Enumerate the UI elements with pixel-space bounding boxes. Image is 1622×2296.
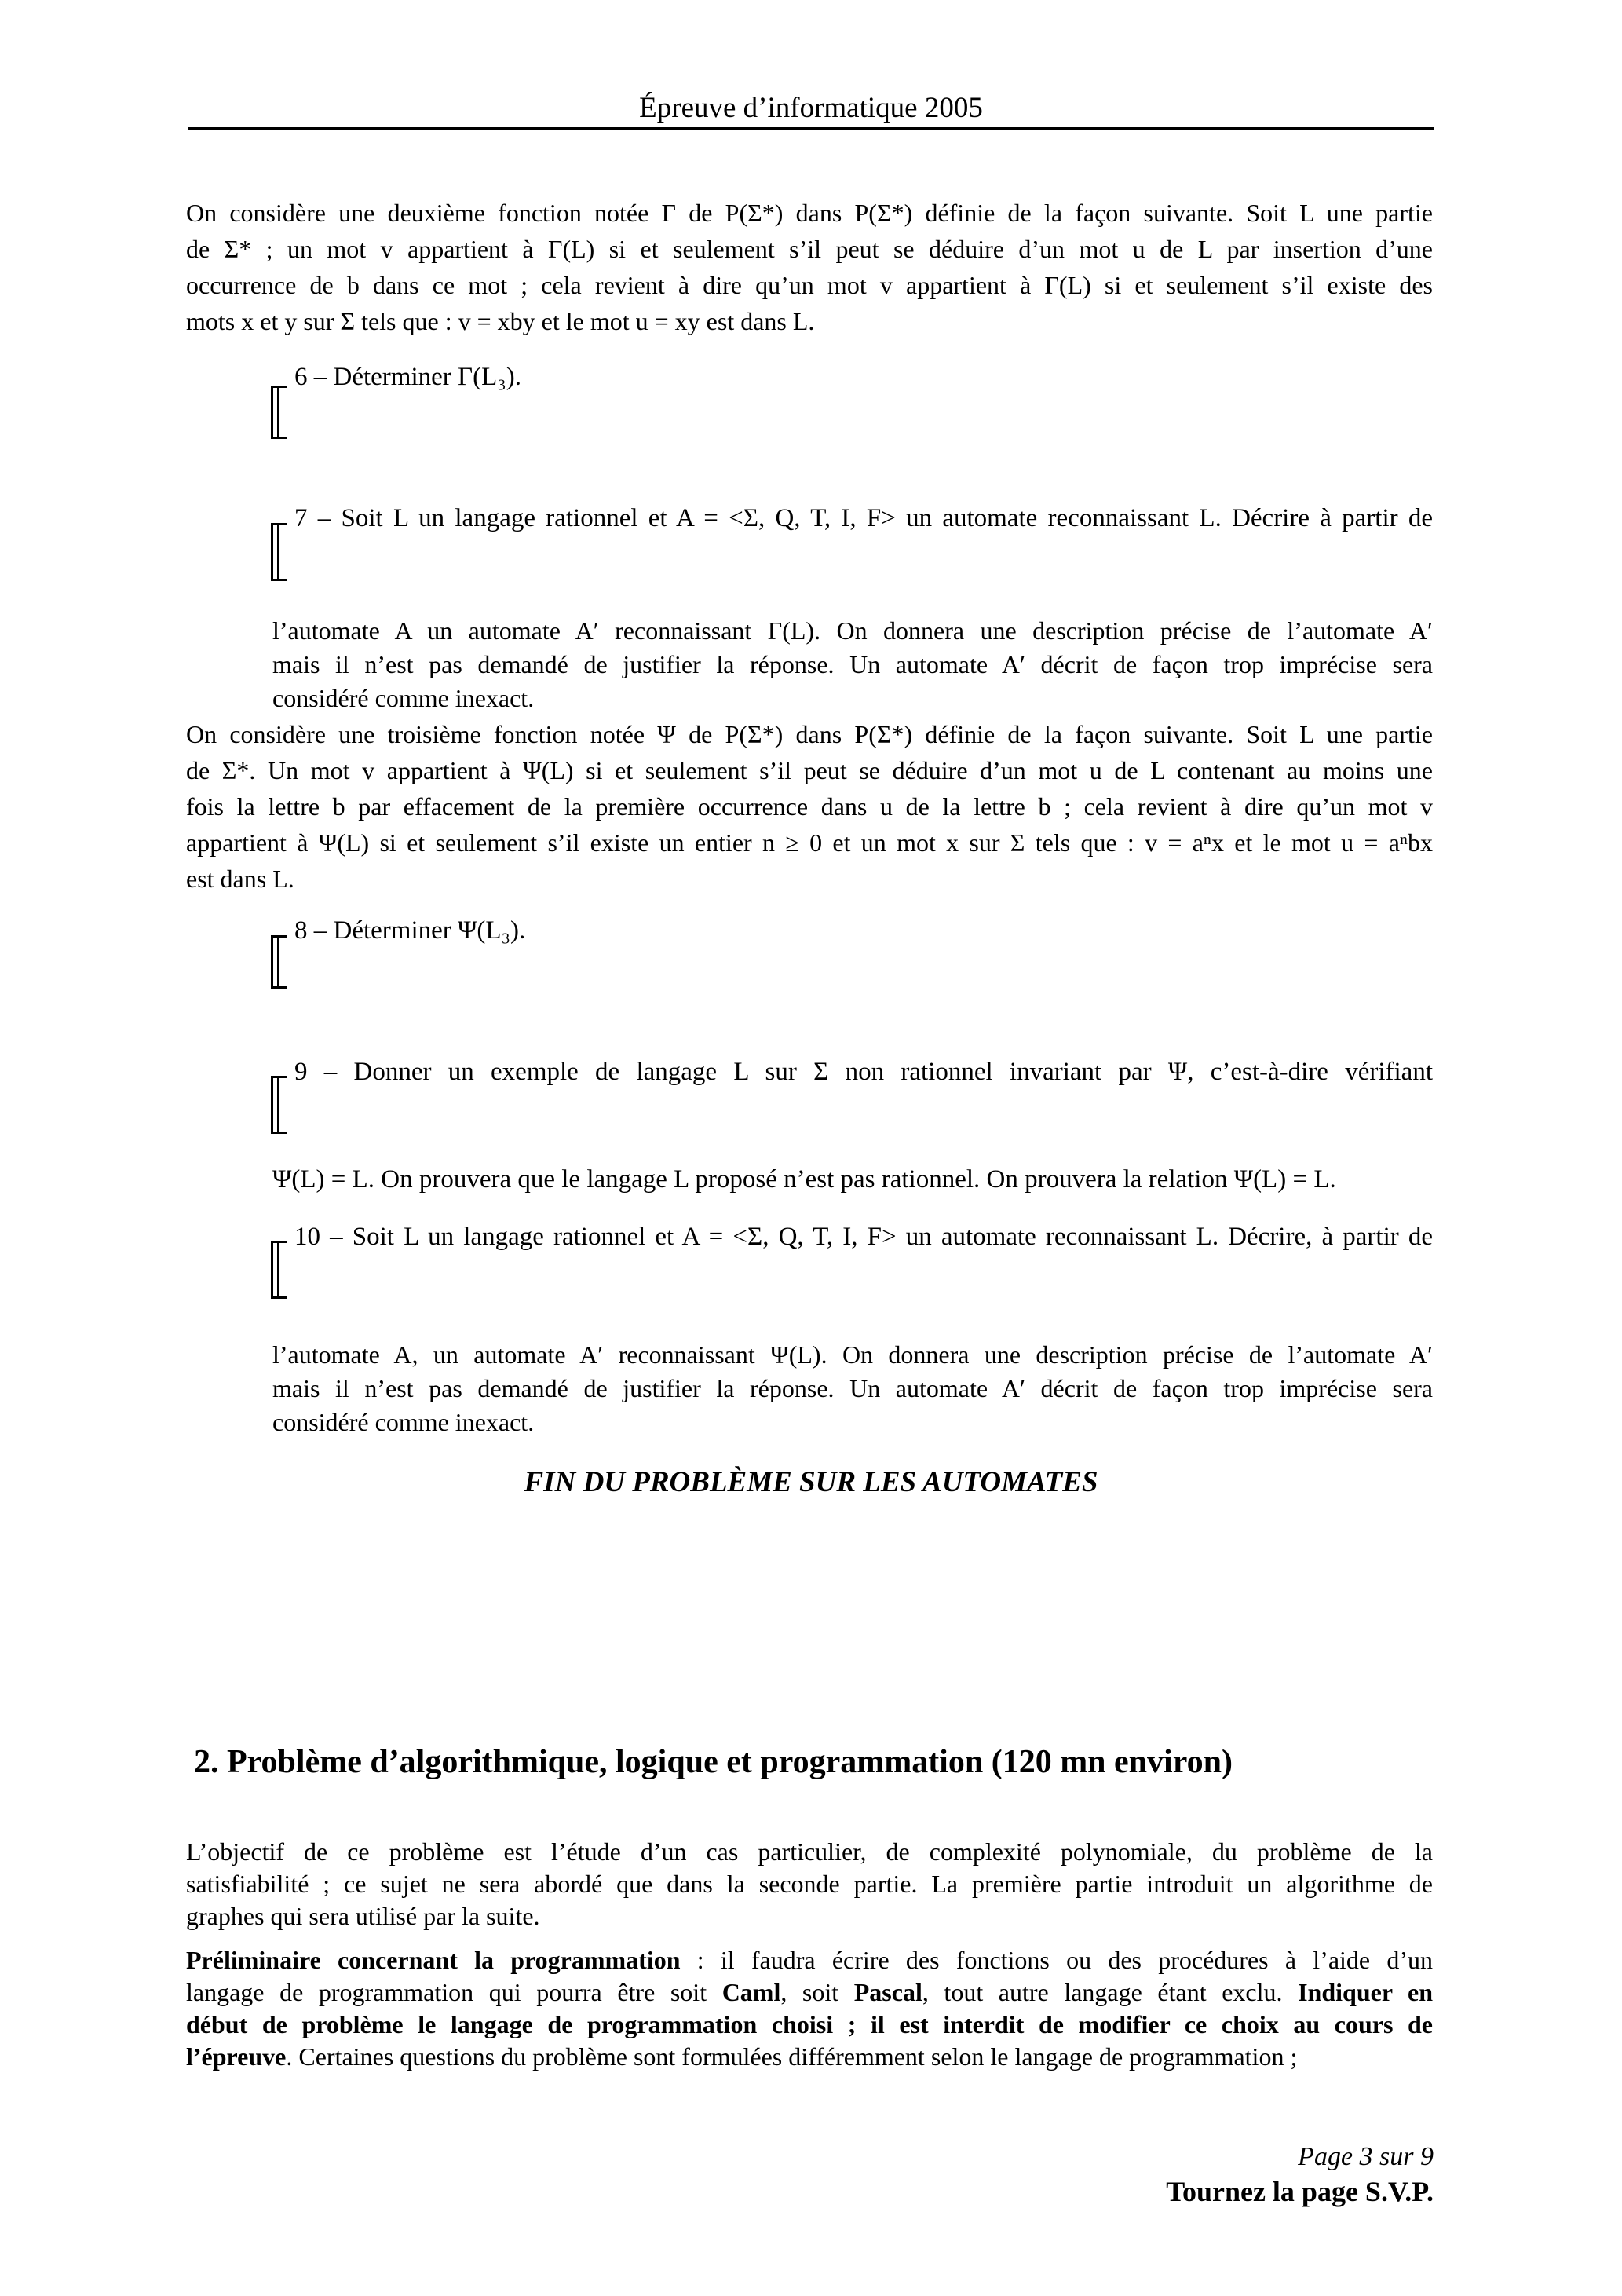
question-10-continuation <box>272 1338 1433 1439</box>
text-segment: début de problème le langage de programmation choisi ; il est interdit de modifier ce choix au cours de <box>186 2010 1433 2038</box>
header-rule <box>188 127 1434 130</box>
text-segment: Indiquer en <box>1298 1978 1434 2006</box>
question-6: 6 – Déterminer Γ(L₃). <box>294 363 521 391</box>
page-number: Page 3 sur 9 <box>1298 2142 1434 2171</box>
text-segment: Caml <box>721 1978 781 2006</box>
margin-bracket-q7 <box>271 523 287 581</box>
question-7-continuation <box>272 614 1433 715</box>
text-line: l’automate A un automate A′ reconnaissant Γ(L). On donnera une description précise de l’automate A′ <box>272 616 1433 645</box>
text-line: occurrence de b dans ce mot ; cela revient à dire qu’un mot v appartient à Γ(L) si et seulement s’il existe des <box>186 271 1433 299</box>
margin-bracket-q8 <box>271 935 287 989</box>
text-line: de Σ* ; un mot v appartient à Γ(L) si et seulement s’il peut se déduire d’un mot u de L par insertion d’une <box>186 235 1433 263</box>
text-line: l’automate A, un automate A′ reconnaissant Ψ(L). On donnera une description précise de l’automate A′ <box>272 1340 1433 1369</box>
question-7: 7 – Soit L un langage rationnel et A = <Σ, Q, T, I, F> un automate reconnaissant L. Décrire à partir de <box>294 504 1433 532</box>
section-2-heading: 2. Problème d’algorithmique, logique et programmation (120 mn environ) <box>194 1744 1233 1780</box>
paragraph-gamma-definition <box>186 195 1433 339</box>
text-line: L’objectif de ce problème est l’étude d’un cas particulier, de complexité polynomiale, du problème de la <box>186 1837 1433 1866</box>
text-segment: . Certaines questions du problème sont formulées différemment selon le langage de programmation ; <box>286 2042 1298 2071</box>
document-title: Épreuve d’informatique 2005 <box>639 92 983 124</box>
text-line <box>186 2041 1433 2073</box>
text-line: mots x et y sur Σ tels que : v = xby et le mot u = xy est dans L. <box>186 307 815 335</box>
text-line <box>186 1944 1433 1976</box>
margin-bracket-q10 <box>271 1241 287 1299</box>
text-line: est dans L. <box>186 865 294 893</box>
text-line: considéré comme inexact. <box>272 1408 535 1436</box>
paragraph-objective <box>186 1836 1433 1932</box>
text-line: mais il n’est pas demandé de justifier la réponse. Un automate A′ décrit de façon trop imprécise sera <box>272 650 1433 678</box>
text-segment: , tout autre langage étant exclu. <box>922 1978 1299 2006</box>
text-line: graphes qui sera utilisé par la suite. <box>186 1902 540 1930</box>
text-line: de Σ*. Un mot v appartient à Ψ(L) si et seulement s’il peut se déduire d’un mot u de L contenant au moins une <box>186 756 1433 784</box>
turn-page-notice: Tournez la page S.V.P. <box>1166 2176 1434 2207</box>
text-line: considéré comme inexact. <box>272 684 535 712</box>
text-line: satisfiabilité ; ce sujet ne sera abordé que dans la seconde partie. La première partie introduit un algorithme de <box>186 1870 1433 1898</box>
text-line: On considère une deuxième fonction notée Γ de P(Σ*) dans P(Σ*) définie de la façon suivante. Soit L une partie <box>186 199 1433 227</box>
text-segment: Préliminaire concernant la programmation <box>186 1946 681 1974</box>
text-line <box>186 2009 1433 2041</box>
question-9: 9 – Donner un exemple de langage L sur Σ non rationnel invariant par Ψ, c’est-à-dire vérifiant <box>294 1058 1433 1086</box>
text-segment: , soit <box>780 1978 854 2006</box>
text-segment: Pascal <box>853 1978 922 2006</box>
margin-bracket-q6 <box>271 386 287 439</box>
question-8: 8 – Déterminer Ψ(L₃). <box>294 916 526 945</box>
text-line: appartient à Ψ(L) si et seulement s’il existe un entier n ≥ 0 et un mot x sur Σ tels que : v = aⁿx et le mot u = aⁿbx <box>186 828 1433 857</box>
text-line: fois la lettre b par effacement de la première occurrence dans u de la lettre b ; cela revient à dire qu’un mot v <box>186 792 1433 821</box>
paragraph-preliminary <box>186 1944 1433 2073</box>
paragraph-psi-definition <box>186 716 1433 897</box>
text-line: On considère une troisième fonction notée Ψ de P(Σ*) dans P(Σ*) définie de la façon suivante. Soit L une partie <box>186 720 1433 748</box>
text-segment: : il faudra écrire des fonctions ou des procédures à l’aide d’un <box>680 1946 1434 1974</box>
end-of-problem-notice: FIN DU PROBLÈME SUR LES AUTOMATES <box>524 1466 1098 1498</box>
margin-bracket-q9 <box>271 1076 287 1134</box>
text-segment: l’épreuve <box>186 2042 287 2071</box>
question-10: 10 – Soit L un langage rationnel et A = <Σ, Q, T, I, F> un automate reconnaissant L. Décrire, à partir de <box>294 1223 1433 1251</box>
text-line <box>186 1976 1433 2009</box>
question-9-continuation: Ψ(L) = L. On prouvera que le langage L proposé n’est pas rationnel. On prouvera la relation Ψ(L) = L. <box>272 1165 1336 1194</box>
text-segment: langage de programmation qui pourra être soit <box>186 1978 722 2006</box>
text-line: mais il n’est pas demandé de justifier la réponse. Un automate A′ décrit de façon trop imprécise sera <box>272 1374 1433 1402</box>
